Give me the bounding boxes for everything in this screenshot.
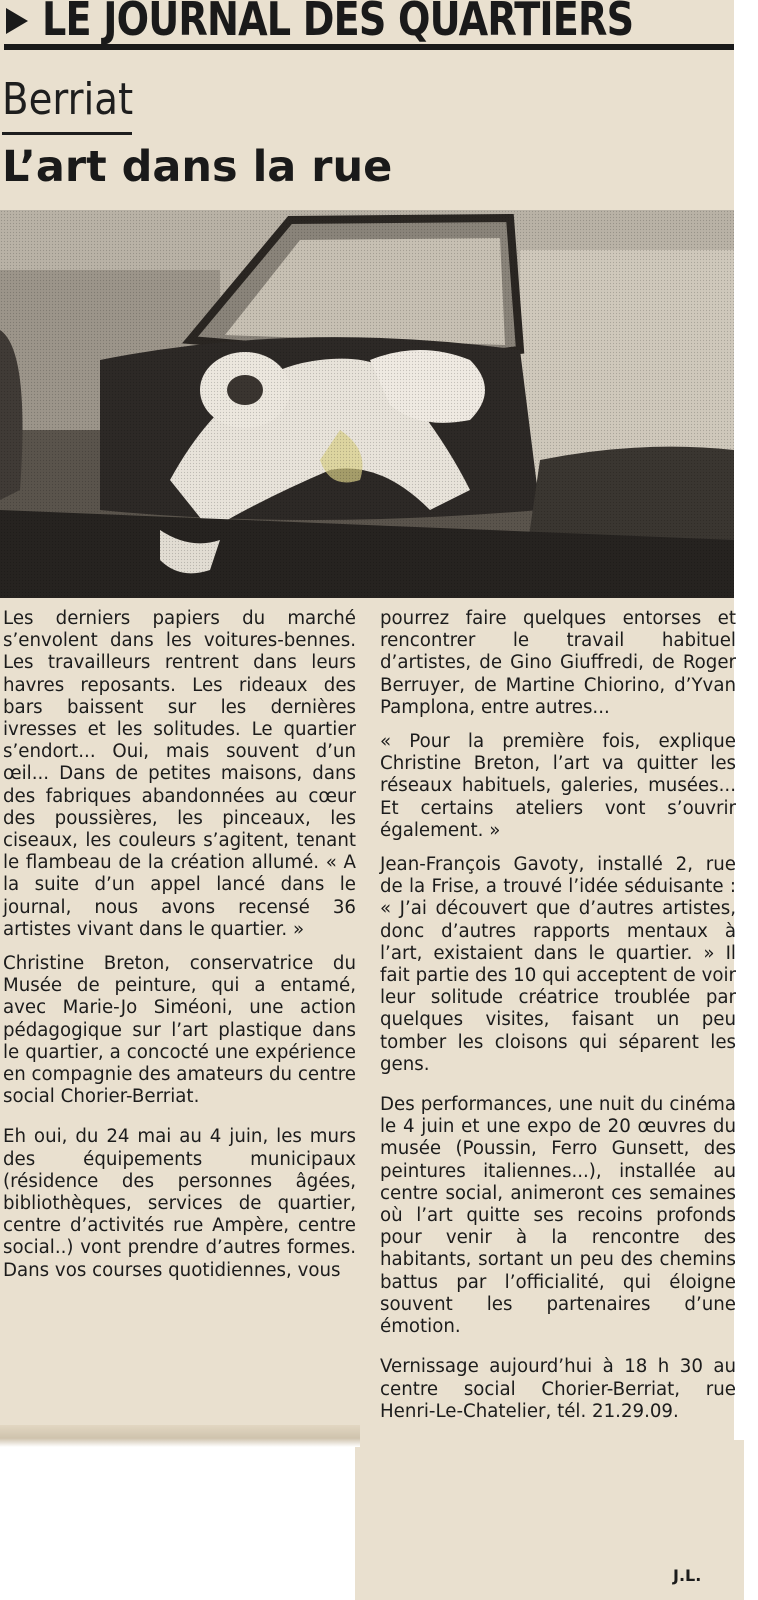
paragraph: Les derniers papiers du marché s’envolent dans les voitures-bennes. Les travailleurs rentrent dans leurs havres reposants. Les rideaux des bars baissent sur les dernières ivresses et les solitudes. Le quartier s’endort... Oui, mais souvent d’un œil... Dans de petites maisons, dans des fabriques abandonnées au cœur des poussières, les pinceaux, les ciseaux, les couleurs s’agitent, tenant le flambeau de la création allumé. « A la suite d’un appel lancé dans le journal, nous avons recensé 36 artistes vivant dans le quartier. »	[3, 608, 356, 940]
torn-edge	[0, 1425, 360, 1447]
article-column-1	[3, 608, 356, 1282]
paragraph: Des performances, une nuit du cinéma le 4 juin et une expo de 20 œuvres du musée (Poussin, Ferro Gunsett, des peintures italiennes...), installée au centre social, animeront ces semaines où l’art quitte ses recoins profonds pour venir à la rencontre des habitants, sortant un peu des chemins battus par l’officialité, qui éloigne souvent les partenaires d’une émotion.	[380, 1094, 736, 1338]
masthead	[4, 0, 734, 50]
author-signature: J.L.	[673, 1566, 702, 1585]
paragraph: Jean-François Gavoty, installé 2, rue de la Frise, a trouvé l’idée séduisante : « J’ai découvert que d’autres artistes, donc d’autres rapports mentaux à l’art, existaient dans le quartier. » Il fait partie des 10 qui acceptent de voir leur solitude créatrice troublée par quelques visites, faisant un peu tomber les cloisons qui séparent les gens.	[380, 854, 736, 1075]
paragraph: Vernissage aujourd’hui à 18 h 30 au centre social Chorier-Berriat, rue Henri-Le-Chatelier, tél. 21.29.09.	[380, 1356, 736, 1422]
triangle-arrow-icon	[6, 8, 28, 34]
section-name: Berriat	[2, 74, 134, 125]
article-photo	[0, 210, 734, 598]
section-underline	[2, 132, 132, 135]
masthead-title: LE JOURNAL DES QUARTIERS	[42, 0, 634, 46]
paragraph: pourrez faire quelques entorses et rencontrer le travail habituel d’artistes, de Gino Giuffredi, de Roger Berruyer, de Martine Chiorino, d’Yvan Pamplona, entre autres...	[380, 608, 736, 718]
painted-car-photo	[0, 210, 734, 598]
paragraph: Christine Breton, conservatrice du Musée de peinture, qui a entamé, avec Marie-Jo Siméoni, une action pédagogique sur l’art plastique dans le quartier, a concocté une expérience en compagnie des amateurs du centre social Chorier-Berriat.	[3, 953, 356, 1108]
article-column-2	[380, 608, 736, 1423]
paragraph: Eh oui, du 24 mai au 4 juin, les murs des équipements municipaux (résidence des personnes âgées, bibliothèques, services de quartier, centre d’activités rue Ampère, centre social..) vont prendre d’autres formes. Dans vos courses quotidiennes, vous	[3, 1126, 356, 1281]
paragraph: « Pour la première fois, explique Christine Breton, l’art va quitter les réseaux habituels, galeries, musées... Et certains ateliers vont s’ouvrir également. »	[380, 731, 736, 841]
article-headline: L’art dans la rue	[2, 142, 393, 192]
